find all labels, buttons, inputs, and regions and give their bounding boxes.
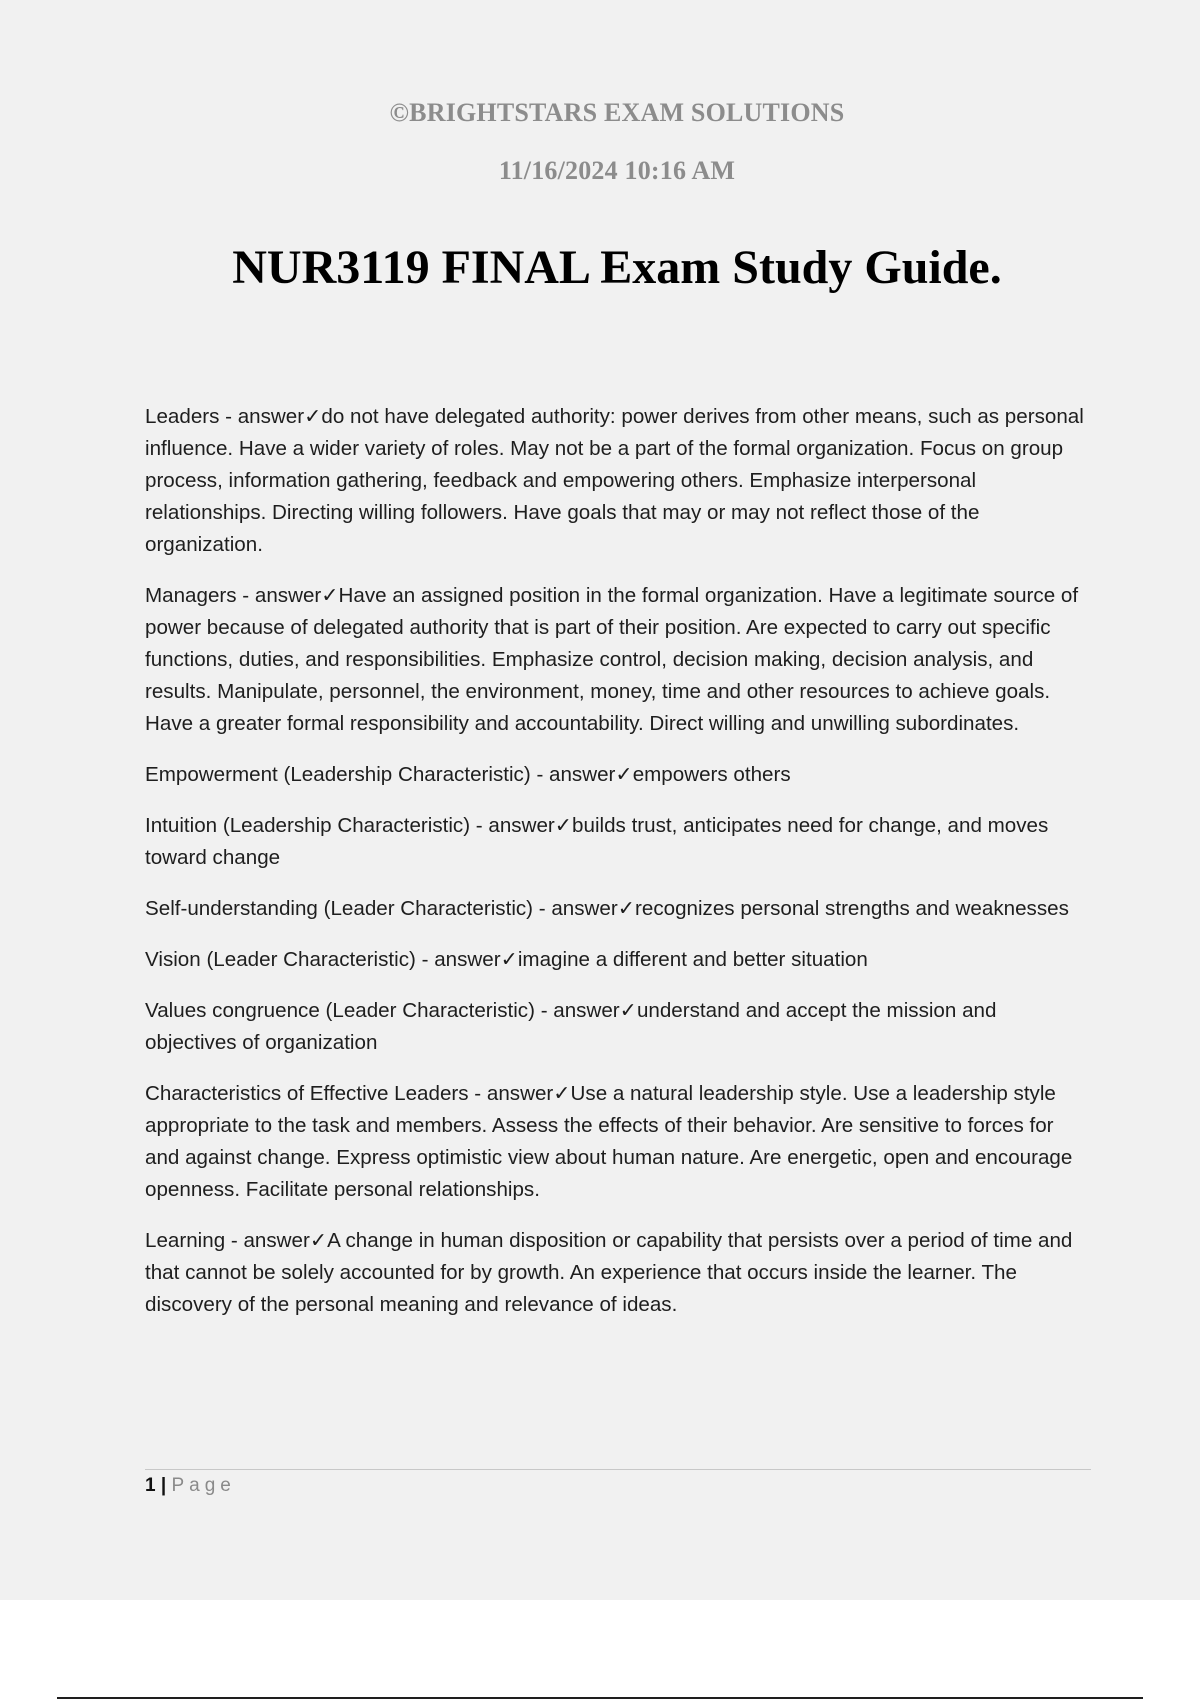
entry-definition: Have an assigned position in the formal organization. Have a legitimate source of power because of delegated authority that is part of their position. Are expected to carry out specific functions, duties, and responsibilities. Emphasize control, decision making, decision analysis, and results. Manipulate, personnel, the environment, money, time and other resources to achieve goals. Have a greater formal responsibility and accountability. Direct willing and unwilling subordinates.	[145, 584, 1079, 735]
checkmark-icon: ✓	[321, 584, 339, 607]
entry-definition: recognizes personal strengths and weaknesses	[635, 897, 1069, 920]
entry-definition: understand and accept the mission and objectives of organization	[145, 999, 997, 1054]
checkmark-icon: ✓	[309, 1229, 328, 1252]
answer-separator: - answer	[534, 999, 620, 1022]
study-guide-entries	[145, 401, 1090, 1340]
checkmark-icon: ✓	[553, 1082, 571, 1105]
answer-separator: - answer	[470, 814, 555, 837]
entry-term: Values congruence (Leader Characteristic)	[145, 999, 535, 1022]
answer-separator: - answer	[219, 405, 305, 428]
answer-separator: - answer	[225, 1229, 310, 1252]
checkmark-icon: ✓	[617, 897, 636, 920]
checkmark-icon: ✓	[619, 999, 637, 1022]
entry-definition: builds trust, anticipates need for change, and moves toward change	[145, 814, 1049, 869]
checkmark-icon: ✓	[615, 763, 633, 786]
entry-definition: empowers others	[632, 763, 791, 786]
entry-term: Managers	[145, 584, 237, 607]
footer-divider	[145, 1469, 1091, 1470]
page-number: 1	[145, 1475, 156, 1496]
qa-entry	[145, 1225, 1090, 1321]
qa-entry	[145, 759, 1090, 791]
entry-term: Empowerment (Leadership Characteristic)	[145, 763, 531, 786]
entry-term: Leaders	[145, 405, 220, 428]
footer-separator: |	[155, 1475, 172, 1496]
entry-definition: Use a natural leadership style. Use a leadership style appropriate to the task and members. Assess the effects of their behavior. Are sensitive to forces for and against change. Express optimistic view about human nature. Are energetic, open and encourage openness. Facilitate personal relationships.	[145, 1082, 1073, 1201]
qa-entry	[145, 1078, 1090, 1206]
entry-definition: do not have delegated authority: power derives from other means, such as personal influence. Have a wider variety of roles. May not be a part of the formal organization. Focus on group process, information gathering, feedback and empowering others. Emphasize interpersonal relationships. Directing willing followers. Have goals that may or may not reflect those of the organization.	[145, 405, 1084, 556]
qa-entry	[145, 893, 1090, 925]
qa-entry	[145, 810, 1090, 874]
watermark-datetime: 11/16/2024 10:16 AM	[498, 156, 736, 185]
answer-separator: - answer	[530, 763, 616, 786]
entry-term: Learning	[145, 1229, 226, 1252]
entry-term: Self-understanding (Leader Characteristic)	[145, 897, 534, 920]
qa-entry	[145, 580, 1090, 740]
entry-definition: A change in human disposition or capability that persists over a period of time and that cannot be solely accounted for by growth. An experience that occurs inside the learner. The discovery of the personal meaning and relevance of ideas.	[145, 1229, 1073, 1316]
qa-entry	[145, 995, 1090, 1059]
qa-entry	[145, 944, 1090, 976]
page-footer	[145, 1473, 236, 1499]
checkmark-icon: ✓	[500, 948, 518, 971]
answer-separator: - answer	[236, 584, 322, 607]
bottom-divider	[57, 1697, 1143, 1699]
page-label: Page	[171, 1475, 236, 1496]
answer-separator: - answer	[415, 948, 501, 971]
checkmark-icon: ✓	[554, 814, 573, 837]
document-title: NUR3119 FINAL Exam Study Guide.	[232, 241, 1002, 294]
watermark-brand: ©BRIGHTSTARS EXAM SOLUTIONS	[389, 98, 845, 127]
entry-term: Intuition (Leadership Characteristic)	[145, 814, 471, 837]
qa-entry	[145, 401, 1090, 561]
answer-separator: - answer	[533, 897, 618, 920]
entry-term: Characteristics of Effective Leaders	[145, 1082, 469, 1105]
entry-term: Vision (Leader Characteristic)	[145, 948, 416, 971]
entry-definition: imagine a different and better situation	[517, 948, 868, 971]
answer-separator: - answer	[468, 1082, 554, 1105]
checkmark-icon: ✓	[304, 405, 322, 428]
